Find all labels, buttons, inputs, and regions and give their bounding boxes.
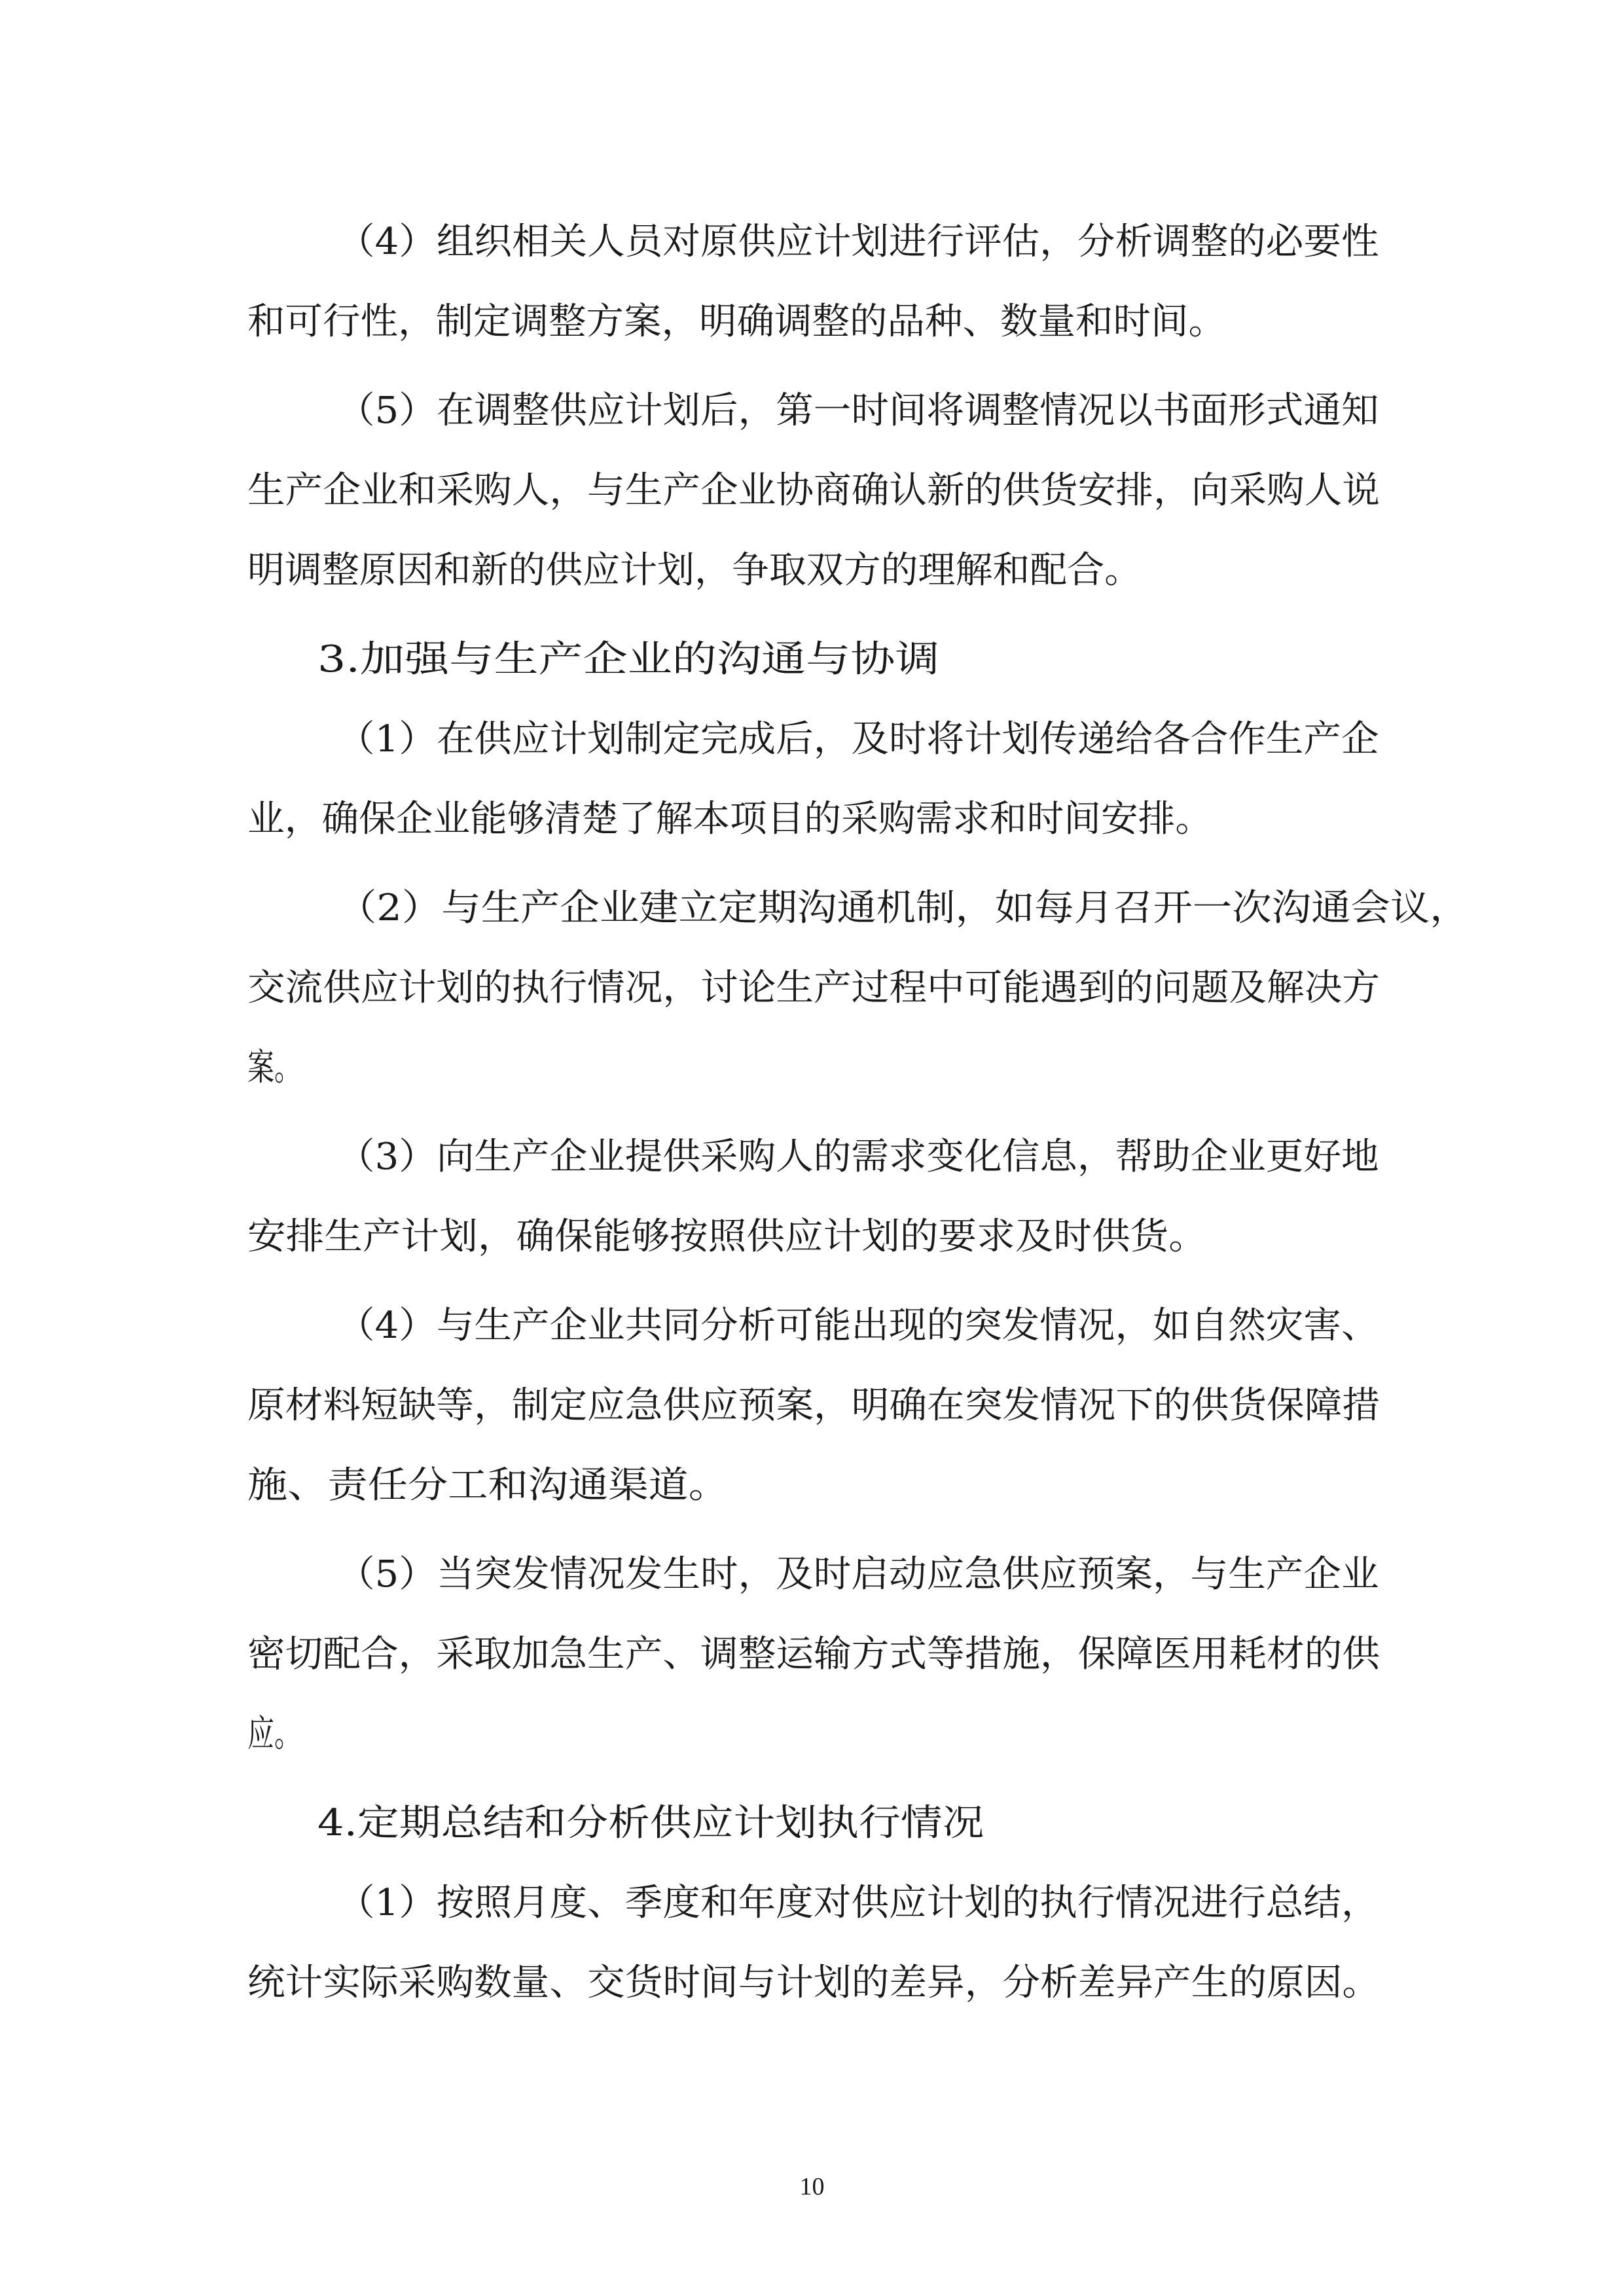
text-line: 案。: [247, 1047, 301, 1089]
text-line: 业，确保企业能够清楚了解本项目的采购需求和时间安排。: [247, 798, 1213, 840]
text-line: 交流供应计划的执行情况，讨论生产过程中可能遇到的问题及解决方: [247, 967, 1380, 1009]
text-line: 统计实际采购数量、交货时间与计划的差异，分析差异产生的原因。: [247, 1962, 1380, 2004]
text-line: 应。: [247, 1713, 301, 1755]
text-line: 和可行性，制定调整方案，明确调整的品种、数量和时间。: [247, 300, 1227, 343]
text-line: （5）在调整供应计划后，第一时间将调整情况以书面形式通知: [337, 389, 1379, 432]
text-line: （4）与生产企业共同分析可能出现的突发情况，如自然灾害、: [337, 1304, 1379, 1347]
text-line: 密切配合，采取加急生产、调整运输方式等措施，保障医用耗材的供: [247, 1633, 1380, 1676]
text-line: （1）在供应计划制定完成后，及时将计划传递给各合作生产企: [337, 718, 1379, 761]
text-line: （4）组织相关人员对原供应计划进行评估，分析调整的必要性: [337, 221, 1379, 263]
text-line: （5）当突发情况发生时，及时启动应急供应预案，与生产企业: [337, 1553, 1379, 1596]
text-line: 安排生产计划，确保能够按照供应计划的要求及时供货。: [247, 1215, 1207, 1258]
text-line: 施、责任分工和沟通渠道。: [247, 1464, 729, 1507]
text-line: 原材料短缺等，制定应急供应预案，明确在突发情况下的供货保障措: [247, 1384, 1380, 1427]
section-heading: 4.定期总结和分析供应计划执行情况: [317, 1802, 984, 1844]
page-number: 10: [799, 2173, 825, 2200]
text-line: 明调整原因和新的供应计划，争取双方的理解和配合。: [247, 549, 1142, 592]
text-line: （1）按照月度、季度和年度对供应计划的执行情况进行总结，: [337, 1882, 1379, 1924]
section-heading: 3.加强与生产企业的沟通与协调: [317, 638, 940, 681]
text-line: （3）向生产企业提供采购人的需求变化信息，帮助企业更好地: [337, 1136, 1379, 1178]
text-line: 生产企业和采购人，与生产企业协商确认新的供货安排，向采购人说: [247, 469, 1380, 512]
text-line: （2）与生产企业建立定期沟通机制，如每月召开一次沟通会议，: [337, 887, 1470, 929]
